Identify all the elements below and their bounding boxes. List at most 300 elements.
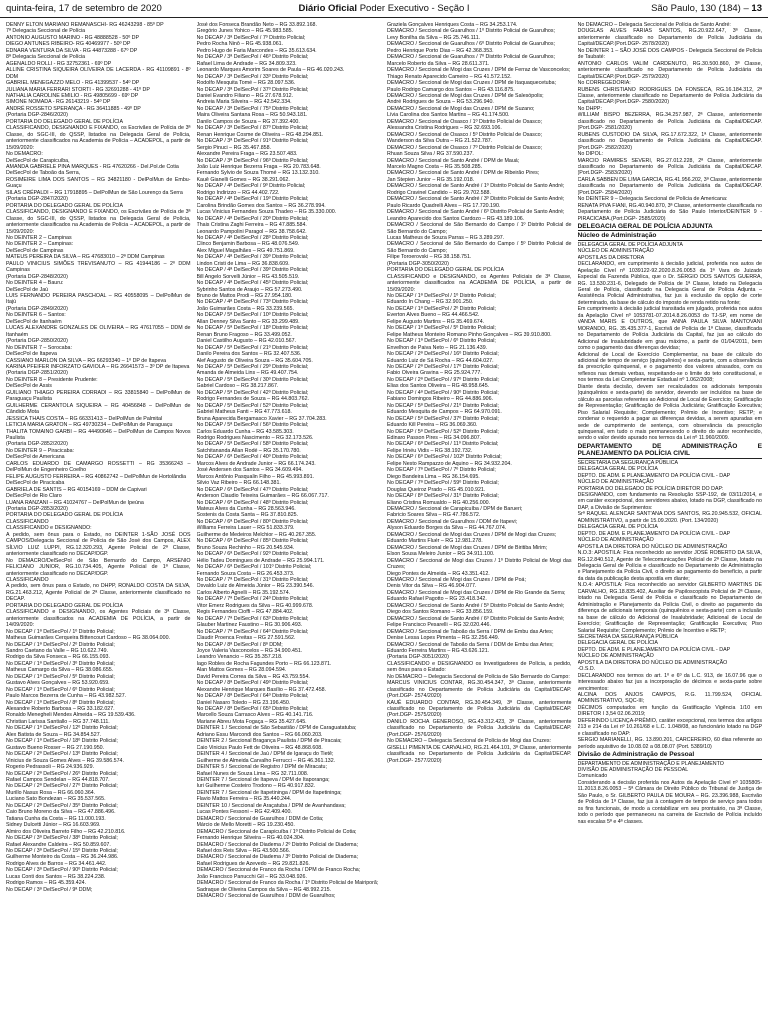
paragraph: (Portaria DGP-2852/2020) [6, 441, 68, 448]
issue-info: São Paulo, 130 (184) – [651, 3, 752, 14]
paragraph: Fernando Sylvio de Souza Thomé – RG 13.132.310. [196, 170, 320, 177]
paragraph: Rafael dos Reis Silva – RG 43.500.566. [196, 848, 291, 854]
paragraph: No DECAP / 1ª DelSecPol / 6º Distrito Policial; [387, 338, 496, 345]
paragraph: DEINTER 4 / Seccional de Jaú / DPM de Igaraçu do Tietê; [196, 751, 334, 758]
paragraph: No DECAP / 4ª DelSecPol / 45º Distrito Policial; [196, 280, 309, 287]
paragraph: No DECAP / 7ª DelSecPol / 59º Distrito Policial; [387, 480, 499, 487]
paragraph: CARLA SABBEN DE LIMA GARCIA, RG.41.956.202, 3ª Classe, anteriormente classificada no Departamento de Polícia Judiciária da Capital/DECAP.(Port.DGP- 2584/2020) [577, 176, 762, 196]
paragraph: DelSecPol de Taboão da Serra, [6, 170, 81, 177]
paragraph: Fernando Souza Costa – RG 26.453.373. [196, 570, 295, 577]
paragraph: Guilherme Monteiro da Costa – RG 36.244.986. [6, 854, 119, 861]
paragraph: RUBENS CHRISTIANO RODRIGUES DA FONSECA, RG.16.184.312, 2ª Classe, anteriormente classificado no Departamento de Polícia Judiciária da Capital/DECAP.(Port.DGP- 2580/2020) [577, 86, 762, 106]
paragraph: NÚCLEO DE ADMINISTRAÇÃO [577, 653, 654, 660]
paragraph: No DEINTER 7 – Sorocaba: [6, 344, 72, 351]
paragraph: Alef Augusto de Oliveira Souza – RG 35.604.705. [196, 357, 313, 364]
paragraph: Rodrigo Rodrigues Nascimento – RG 32.173.526. [196, 435, 314, 441]
paragraph: Christian Larissa Santiallo – RG 37.748.111. [6, 718, 110, 725]
paragraph: Anderson Claudio Teixeira Guimarães – RG 66.067.717. [196, 493, 329, 500]
paragraph: PORTARIA DO DELEGADO DE POLÍCIA DIRETOR DO DAP: [577, 485, 724, 492]
paragraph: No DECAP / 2ª DelSecPol / 35º Distrito Policial; [6, 802, 118, 809]
paragraph: No DECAP / 5ª DelSecPol / 21º Distrito Policial; [196, 344, 309, 351]
paragraph: No DIPOL: [577, 151, 604, 158]
paragraph: No DEINTER 2 – Campinas [6, 234, 72, 241]
paragraph: No DECAP / 4ª DelSecPol / 73º Distrito Policial; [196, 299, 309, 306]
paragraph: 7ª Delegacia Seccional de Polícia [6, 28, 86, 35]
paragraph: (Portaria DGP-2848/2020) [6, 273, 68, 280]
paragraph: No DECAP / 8ª DelSecPol / 31º Distrito Policial; [387, 493, 499, 500]
paragraph: SERGIO MARIANELLI, RG. 13.890.201, CARCEREIRO, 60 dias referente ao período aquisitivo de 10.08.02 a 08.08.07 (Port. 5389/10) [577, 737, 762, 750]
paragraph: CLASSIFICANDO [6, 518, 49, 525]
paragraph: José Andersen dos Santos – RG 34.609.494. [196, 467, 303, 474]
paragraph: Alyson Eduardo Borges da Silva – RG 44.767.074. [387, 525, 507, 532]
paragraph: No DEMACRO/DelSecPol de São Bernardo do Campo, ARSENIO FELICIANO JUNIOR, RG.10.734.405, Agente Policial de 1ª Classe, anteriormente classificado no DECAP/DGP. [6, 557, 191, 577]
paragraph: Marcos Alves de Andrade Junior – RG 66.174.243. [196, 460, 316, 467]
paragraph: DEFERINDO LICENÇA-PRÊMIO, caráter excepcional, nos termos dos artigos 213 e 214 da Lei nº 10.261/68 e L.C. 1.048/08, ao funcionário lotado na DGP e classificado no DAP: [577, 717, 762, 737]
paragraph: Caio Bruno Moreno da Silva – RG 47.886.496. [6, 809, 116, 816]
paragraph: Rafael Campos Sendelan – RG 44.818.707. [6, 777, 110, 784]
paragraph: (Portaria DGP-2853/2020) [6, 505, 68, 512]
paragraph: Daniel Nasaro Toledo – RG 23.196.450. [196, 699, 291, 706]
paragraph: Leandro Aparecido dos Santos Cardozo – RG 43.189.106. [387, 215, 525, 222]
paragraph: Filipe Toroerovski – RG 38.158.751. [387, 254, 472, 261]
paragraph: No DECAP / 6ª DelSecPol / 47º Distrito Policial; [196, 486, 309, 493]
paragraph: Gregório Junes Yohico – RG 45.983.585. [196, 28, 294, 35]
paragraph: GISELLI PIMENTA DE CARVALHO, RG.21.464.101, 3ª Classe, anteriormente classificada no Departamento de Polícia Judiciária da Capital/DECAP.(Port.DGP- 2577/2020) [387, 744, 572, 764]
paragraph: CLASSIFICANDO e DESIGNANDO, os Agentes Policiais de 3ª Classe, anteriormente classificados na ACADEMIA DE POLÍCIA, a partir de 15/09/2020: [387, 273, 572, 293]
paragraph: DEMACRO / Seccional de Mogi das Cruzes / DPM de Ferraz de Vasconcelos; [387, 67, 571, 74]
paragraph: Rafael Alexandre Caldeira – RG 50.859.607. [6, 841, 111, 848]
paragraph: DEPTO. DE ADM. E PLANEJAMENTO DA POLÍCIA CIVIL - DAP [577, 646, 731, 653]
paragraph: CLASSIFICANDO e DESIGNANDO: [6, 525, 92, 532]
paragraph: DECLARANDO nos termos do art. 1º e 6º da L.C. 913, de 16.07.96 que o interessado abaixo faz jus a incorporação de décimos e sexta-parte sobre vencimentos: [577, 672, 762, 692]
paragraph: No DEINTER 2 – Campinas: [6, 241, 74, 248]
paragraph: Sidney Dulcetti Júnior – RG 16.603.969. [6, 822, 101, 829]
paragraph: DEMACRO / Seccional de Santo André / 1º Distrito Policial de Santo André; [387, 183, 565, 190]
paragraph: DEMACRO / Seccional de Guarulhos / 7º Distrito Policial de Guarulhos; [387, 54, 555, 61]
paragraph: No DHPP: [577, 105, 602, 112]
publication-name: Diário Oficial [298, 3, 358, 14]
paragraph: Vitor Emerz Rodrigues da Silva – RG 40.999.678. [196, 602, 314, 609]
paragraph: (Portaria DGP-2847/2020) [6, 196, 68, 203]
paragraph: No DECAP / 4ª DelSecPol / 19º Distrito Policial; [196, 196, 309, 203]
paragraph: DEMACRO / Seccional de Taboão da Serra / DPM de Embu das Artes; [387, 628, 554, 635]
paragraph: Osvaldo Luiz de Almeida Júnior – RG 23.390.546. [196, 583, 314, 590]
paragraph: DelSecPol de Itapeva [6, 351, 57, 358]
paragraph: No DECAP / 4ª DelSecPol / 90º Distrito Policial; [387, 389, 499, 396]
paragraph: Rodrigo Cravinel Candido – RG 29.702.588. [387, 189, 491, 196]
paragraph: DEMACRO / Seccional de Mogi das Cruzes / DPM de Rio Grande da Serra; [387, 589, 566, 596]
paragraph: (Portaria DGP-2846/2020) [6, 112, 68, 119]
paragraph: No DECAP / 1ª DelSecPol / 8º Distrito Policial; [6, 699, 115, 706]
paragraph: Diante desta decisão, devem ser recalculados os adicionais temporais (quinquênios e sexta-parte) do servidor, devendo ser incluídos na base de cálculo as parcelas referentes ao Adicional de Local de Exercício; Gratificação de Representação; Gratificação de Polícia Judiciária; Gratificação Executiva; Piso Salarial Requisite; Complemento; Prêmio de Incentivo; RETP; e condenar o requerido a pagar as diferenças devidas, a serem apuradas em sede de cumprimento de sentença, com observância da prescrição quinquenal, em tudo o mais permanecendo o direito do autor reconhecido, sendo o valor devido apurado nos termos da Lei nº 11.960/2009. [577, 383, 762, 442]
paragraph: RENATA PIVA FIANI, RG.40.940.870, 3ª Classe, anteriormente classificada no Departamento de Polícia Judiciária do São Paulo Interior/DEINTER 9 - PIRACICABA.(Port.DGP- 2585/2020) [577, 202, 762, 222]
paragraph: JESSICA THAIS COSTA – RG 66331413 – DelPolMun de Palmital [6, 415, 163, 422]
paragraph: ROSIMEIRE LIMA DOS SANTOS – RG 34821180 - DelPolMun de Embu-Guaçu [6, 176, 191, 190]
paragraph: GUILIANO THIAGO PEREIRA CORRADI – RG 33815840 – DelPolMun de Paraguaçu Paulista [6, 389, 191, 403]
paragraph: Srª RAQUEL ALENCAR SANT'ANA DOS SANTOS, RG.20.945.532, OFICIAL ADMINISTRATIVO, a partir de 15.09.2020. (Port. 134/2020) [577, 511, 762, 524]
paragraph: No DEINTER 9 – Delegacia Seccional de Polícia de Americana: [577, 196, 728, 203]
paragraph: Denis Vitor da Silva – RG 46.904.077. [387, 583, 477, 590]
paragraph: Caio Vinicius Paulo Fett de Oliveira – RG 48.868.608. [196, 744, 323, 751]
paragraph: Williams Ferreira Lauer – RG 51.833.379. [196, 525, 295, 532]
paragraph: No DECAP / 4ª DelSecPol / 20º Distrito Policial; [196, 215, 309, 222]
paragraph: João Guimarães Costa – RG 33.239.565. [196, 305, 294, 312]
paragraph: No DECAP / 3ª DelSecPol / 87º Distrito Policial; [196, 125, 309, 132]
paragraph: APOSTILAS DA DIRETORA [577, 254, 645, 261]
paragraph: DEMACRO / Seccional de Santo André / 6º Distrito Policial de Santo André; [387, 209, 565, 216]
paragraph: LETICIA MARIA GRATON – RG 49730234 – DelPolMun de Paraguaçu [6, 422, 173, 429]
paragraph: Eduardo Kill Pereira – RG 36.069.360. [387, 422, 478, 429]
paragraph: RUBENS CUSTODIO DA SILVA, RG.17.672.322, 1ª Classe, anteriormente classificado no Departamento de Polícia Judiciária da Capital/DECAP.(Port.DGP- 2582/2020) [577, 131, 762, 151]
paragraph: No DECAP / 1ª DelSecPol / 1º Distrito Policial; [6, 628, 115, 635]
paragraph: Mariane Abreu Mota Fogaça – RG 35.427.645. [196, 718, 307, 725]
paragraph: Marcelo Magno Costa – RG 35.508.285. [387, 163, 483, 170]
paragraph: Thiago Renato Aparecido Cameiro – RG 41.572.152. [387, 73, 512, 80]
paragraph: DelSecPol de Itanhaém [6, 318, 62, 325]
paragraph: DIEGO ANTUNES RIBEIRO- RG 40469977 - 50º DP [6, 41, 131, 48]
paragraph: Mateus Alves da Cunha – RG 28.563.946. [196, 505, 296, 512]
paragraph: (Portaria DGP-2849/2020) [6, 305, 68, 312]
paragraph: André Rodrigues de Souza – RG 53.296.940. [387, 99, 494, 106]
paragraph: DOUGLAS ALVES FARIAS SANTOS, RG.20.922.647, 3ª Classe, anteriormente classificado no Departamento de Polícia Judiciária da Capital/DECAP.(Port.DGP- 2578/2020) [577, 28, 762, 48]
paragraph: No DECAP / 5ª DelSecPol / 56º Distrito Policial; [196, 422, 309, 429]
paragraph: João Francisco Panucchi Gil – RG 33.048.926. [196, 873, 307, 880]
page-columns [6, 22, 762, 1020]
paragraph: NÚCLEO DE ADMINISTRAÇÃO [577, 537, 654, 544]
paragraph: Lucas Pontes Fessoni – RG 42.409.400. [196, 809, 292, 816]
paragraph: GABRIELA DE SANTIS – RG 40154169 – DDM de Capivari [6, 486, 147, 493]
paragraph: No DECAP / 3ª DelSecPol / 90º Distrito Policial; [6, 867, 118, 874]
paragraph: Eduardo Luiz de Sá Rocha – RG 44.604.027. [387, 357, 494, 364]
paragraph: Eduardo Mesquita de Campos – RG 64.970.091. [387, 409, 502, 416]
paragraph: No DECAP / 7ª DelSecPol / 64º Distrito Policial; [196, 628, 309, 635]
column-4 [578, 22, 763, 1020]
paragraph: ANTONIO AUGUSTO MARINO - RG 48888528 - 50º DP [6, 34, 140, 41]
column-2 [197, 22, 382, 1020]
paragraph: Alex Miguel Magalhães – RG 49.751.869. [196, 247, 295, 254]
paragraph: Edinaro Passon Pires – RG 34.096.807. [387, 435, 482, 441]
paragraph: Envelhon de Paiva Neto – RG 21.136.439. [387, 344, 488, 351]
paragraph: DEMACRO / Seccional de Santo André / 3º Distrito Policial de Santo André; [387, 196, 565, 203]
paragraph: DEPARTAMENTO DE ADMINISTRAÇÃO E PLANEJAMENTO [577, 760, 724, 767]
paragraph: DEMACRO / Seccional de Franco da Rocha / 1º Distrito Policial de Mairiporã; [196, 880, 379, 887]
paragraph: Pedro Rocha Ninô – RG 45.938.061. [196, 41, 284, 48]
publication-branch: Poder Executivo - Seção I [357, 3, 470, 14]
paragraph: No DECAP / 8ª DelSecPol / 8ª DDM; [196, 641, 283, 648]
paragraph: THALITA TOMAINO GARBI – RG 44490646 – DelPolMun de Campos Novos Paulista [6, 428, 191, 441]
paragraph: Pedro Henrique Porto Dias – RG 42.368.353. [387, 47, 494, 54]
paragraph: CLASSIFICANDO [6, 576, 49, 583]
paragraph: Glauber Martinez Faustino – RG 30.906.493. [196, 622, 303, 629]
paragraph: No DECAP / 1ª DelSecPol / 1º Distrito Policial; [387, 293, 496, 300]
paragraph: Renan Bruno Fragoso – RG 33.499.052. [196, 331, 292, 338]
paragraph: No DECAP / 3ª DelSecPol / 46º Distrito Policial; [196, 54, 309, 61]
paragraph: SIMONE NOMADA - RG 26143219 - 54º DP [6, 99, 111, 106]
paragraph: No DECAP / 3ª DelSecPol / 96º Distrito Policial; [196, 157, 309, 164]
paragraph: No DECAP / 7ª DelSecPol / 31º Distrito Policial; [196, 576, 309, 583]
paragraph: No DECAP / 1ª DelSecPol / 5º Distrito Policial; [6, 673, 115, 680]
paragraph: DEINTER 2 / Seccional Bragança Paulista / DPM de Piracaia; [196, 738, 342, 745]
paragraph: Leonardo Pampolini Paragol – RG 38.758.642. [196, 228, 307, 235]
paragraph: Alexandre Henrique Marques Basílio – RG 37.472.458. [196, 686, 327, 693]
paragraph: Graziela Gonçalves Henriques Costa – RG 34.253.174. [387, 22, 518, 28]
paragraph: Paulo Rodrigo Camargo dos Santos – RG 43.116.875. [387, 86, 515, 93]
paragraph: No DECAP / 7ª DelSecPol / 24º Distrito Policial; [196, 596, 309, 603]
paragraph: Amanda de Almeida Lins – RG 49.407.754. [196, 370, 299, 377]
paragraph: DEPTO. DE ADM. E PLANEJAMENTO DA POLÍCIA CIVIL - DAP [577, 472, 731, 479]
paragraph: No DECAP / 6ª DelSecPol / 40º Distrito Policial; [196, 454, 309, 461]
paragraph: Allan Denney Silva Santo – RG 33.299.489. [196, 318, 300, 325]
paragraph: LUCAS ALEXANDRE GONZALES DE OLIVEIRA – RG 47617055 – DDM de Itanhaém [6, 325, 191, 338]
paragraph: Elson Sousa Meleiro Junior – RG 34.911.100. [387, 551, 495, 558]
paragraph: No DECAP / 1ª DelSecPol / 12º Distrito Policial; [6, 725, 118, 732]
paragraph: PORTARIA DO DELEGADO GERAL DE POLÍCIA [6, 202, 124, 209]
paragraph: Regis Fernandes Cioffi – RG 47.884.402. [196, 609, 294, 616]
paragraph: DEMACRO / Seccional de Mogi das Cruzes / 1º Distrito Policial de Mogi das Cruzes; [387, 557, 572, 571]
paragraph: No DEINTER 8 – Presidente Prudente: [6, 376, 98, 383]
paragraph: Eduardo Rafael Pagotto – RG 23.418.342. [387, 596, 487, 603]
paragraph: DEMACRO / Seccional de Mogi das Cruzes / DPM de Poá; [387, 576, 526, 583]
header-issue [510, 3, 762, 14]
paragraph: Fernando Henrique Silveira – RG 40.024.304. [196, 835, 305, 842]
paragraph: No DEINTER 6 – Santos: [6, 312, 66, 319]
column-3 [387, 22, 572, 1020]
paragraph: WILLIAM BISPO BEZERRA, RG.34.257.987, 2ª Classe, anteriormente classificado no Departamento de Polícia Judiciária da Capital/DECAP.(Port.DGP- 2581/2020) [577, 112, 762, 132]
paragraph: ALCINA DOS ANJOS CAMPOS, R.G. 11.799.524, OFICIAL ADMINISTRATIVO, SQC-III; [577, 692, 762, 705]
paragraph: CLASSIFICANDO e DESIGNANDO, os Agentes Policiais de 3ª Classe, anteriormente classificados na ACADEMIA DE POLÍCIA, a partir de 14/09/2020: [6, 609, 191, 629]
paragraph: No DEMACRO – Delegacia Seccional de Polícia de Mogi das Cruzes: [387, 738, 551, 745]
paragraph: CLASSIFICANDO, DESIGNANDO E FIXANDO, os Escrivães de Polícia de 3ª Classe, do SGC-III, do QSSP, listados na Delegacia Geral de Polícia, anteriormente classificados na Academia de Polícia – ACADEPOL, a partir de 15/09/2020: [6, 125, 191, 151]
paragraph: 8ª Delegacia Seccional de Polícia [6, 54, 86, 61]
paragraph: No DECAP / 6ª DelSecPol / 11º Distrito Policial; [387, 441, 499, 448]
paragraph: No DECAP / 6ª DelSecPol / 48º Distrito Policial; [196, 499, 309, 506]
paragraph: Clinco Benjamin Barbosa – RG 48.076.549. [196, 241, 300, 248]
paragraph: No DECAP / 4ª DelSecPol / 28º Distrito Policial; [196, 234, 309, 241]
paragraph: Matheus Guimarães Cerqueira Bittencourt Cardoso – RG 38.064.000. [6, 635, 170, 642]
paragraph: No DECAP / 5ª DelSecPol / 10º Distrito Policial; [196, 312, 309, 319]
paragraph: No DECAP / 6ª DelSecPol / 80º Distrito Policial; [196, 518, 309, 525]
section-heading: DELEGACIA GERAL DE POLÍCIA ADJUNTA [578, 223, 763, 231]
paragraph: No DECAP / 3ª DelSecPol / 37º Distrito Policial; [196, 86, 309, 93]
paragraph: Lucas Matheus de Souza Parras – RG 3.289.297. [387, 234, 505, 241]
paragraph: Sostenis da Costa Santa – RG 37.810.825. [196, 512, 299, 519]
paragraph: No DECAP / 6ª DelSecPol / 92º Distrito Policial; [196, 551, 309, 558]
paragraph: João Luiz Henrique Bezerra Fraga – RG 20.783.648. [196, 163, 321, 170]
header-date: quinta-feira, 17 de setembro de 2020 [6, 3, 162, 14]
paragraph: No DECAP / 5ª DelSecPol / 52º Distrito Policial; [196, 402, 309, 409]
paragraph: DEMACRO / Seccional de Diadema / 2º Distrito Policial de Diadema; [196, 841, 358, 848]
paragraph: Tatiana Cunha da Costa – RG 11.000.193. [6, 815, 106, 822]
paragraph: DEMACRO / Seccional de Carapicuíba / 1º Distrito Policial de Cotia; [196, 828, 357, 835]
paragraph: No DEINTER 4 – Bauru: [6, 280, 64, 287]
paragraph: Bruno Souza Rechinho – RG 20.545.934. [196, 544, 295, 551]
paragraph: No DECAP / 3ª DelSecPol / 15º Distrito Policial; [6, 848, 118, 854]
paragraph: Felipe Matheus Monteiro Romano Pinho Gonçalves – RG 39.910.800. [387, 331, 552, 338]
paragraph: DÉCIMOS computados em função da Gratificação Vigência 1/10 em DIRETOR I 3,54 02.06.2019; [577, 704, 762, 718]
paragraph: No DECAP / 1ª DelSecPol / 5º Distrito Policial; [387, 325, 496, 332]
paragraph: No DECAP / 7ª DelSecPol / 63º Distrito Policial; [196, 615, 309, 622]
paragraph: Sandro Caetano da Valle – RG 10.622.749. [6, 647, 109, 654]
paragraph: Diego Pontes de Almeida – RG 43.351.412. [387, 570, 490, 577]
paragraph: Diego Bandeira Lima – RG 36.154.695. [387, 473, 480, 480]
paragraph: Alex Batista de Souza – RG 34.854.527. [6, 731, 102, 738]
paragraph: Iago Robles de Rocha Fagundes Porto – RG 66.123.871. [196, 660, 332, 667]
paragraph: No DECAP / 5ª DelSecPol / 18º Distrito Policial; [196, 325, 309, 332]
paragraph: Danilo Pereira dos Santos – RG 32.407.536. [196, 351, 302, 358]
paragraph: DEMACRO / Seccional de Santo André / 6º Distrito Policial de Santo André; [387, 615, 565, 622]
paragraph: JULIANA MARIA FERRARI STORTI - RG 32691288 - 41º DP [6, 86, 150, 93]
paragraph: Rafael Lima de Andrade – RG 34.809.323. [196, 60, 297, 67]
paragraph: DEMACRO / Seccional de Santo André / DPM de Ribeirão Pires; [387, 170, 540, 177]
paragraph: No DECAP / 6ª DelSecPol / 102º Distrito Policial; [387, 454, 502, 461]
paragraph: DEMACRO / Seccional de Diadema / 3º Distrito Policial de Diadema; [196, 854, 358, 861]
paragraph: Sadraque de Oliveira Campos da Silva – RG 48.992.215. [196, 886, 332, 893]
paragraph: Claudir Proenca Freitas – RG 27.591.562. [196, 635, 296, 642]
paragraph: Gustavo Bueno Rosser – RG 27.190.950. [6, 744, 105, 751]
paragraph: Iuri Guilherme Costeiro Trodono – RG 40.917.832. [196, 783, 316, 790]
paragraph: CARLOS EDUARDO DE CAMARGO ROSSETTI – RG 35366243 – DelPolMun de Engenheiro Coelho [6, 460, 191, 474]
paragraph: Almiro dos Oliveira Barreto Filho – RG 42.210.816. [6, 828, 126, 835]
paragraph: Paulo Marcos Bezerra de Cunha – RG 43.982.527. [6, 693, 127, 700]
paragraph: Andreia Maria Silveira – RG 42.542.334. [196, 99, 292, 106]
paragraph: EDNARA VENTURA DA SILVA - RG 44873288 - 67º DP [6, 47, 138, 54]
paragraph: Kauê Gianelli Gomes – RG 38.291.062. [196, 176, 290, 183]
paragraph: Guilherme de Medeiros Melchior – RG 40.267.355. [196, 531, 317, 538]
paragraph: Rodrigo Fernandes de Souza – RG 44.803.762. [196, 396, 309, 403]
paragraph: Adriano Essu Marcondi dos Santos – RG 66.060.203. [196, 731, 323, 738]
paragraph: Pedro Hugo de Faria Marcondes – RG 35.613.634. [196, 47, 317, 54]
paragraph: Carlos Alberto Agnelli – RG 35.192.574. [196, 589, 291, 596]
paragraph: Lucas Vinicius Fernandes Souza Thadeo – RG 35.330.000. [196, 209, 337, 216]
paragraph: Marcelo Roberto da Silva – RG 28.611.371. [387, 60, 490, 67]
paragraph: DEMACRO / Seccional de Osasco / 1º Distrito Policial de Osasco; [387, 118, 543, 125]
paragraph: No DECAP / 8ª DelSecPol / 64º Distrito Policial; [196, 693, 309, 700]
paragraph: ALLINE CRISTINA SIQUEIRA OLIVEIRA DE LACERDA - RG 41109891 - 8º DDM [6, 67, 191, 80]
paragraph: Daniel Castilho Augusto – RG 42.010.567. [196, 338, 297, 345]
paragraph: Fabio Olveira Gravina – RG 25.924.777. [387, 370, 482, 377]
paragraph: No DECAP / 2ª DelSecPol / 16º Distrito Policial; [387, 351, 499, 358]
paragraph: Marcos Antônio Pasqualin Filho – RG 45.993.891. [196, 473, 314, 480]
paragraph: Luciano Sato Bondezan – RG 35.537.565. [6, 796, 106, 803]
paragraph: No DECAP / 7ª DelSecPol / 7º Distrito Policial; [387, 467, 496, 474]
paragraph: DelSecPol de Assis [6, 383, 52, 390]
paragraph: MATEUS PEREIRA DA SILVA – RG 47683010 – 2ª DDM Campinas [6, 254, 165, 261]
paragraph: No DECAP / 4ª DelSecPol / 39º Distrito Policial; [196, 254, 309, 261]
paragraph: Sybrinho Santos de Araujo – RG 57.273.490. [196, 286, 303, 293]
paragraph: DEINTER 10 / Seccional de Araçatuba / DPM de Avanhandava; [196, 802, 346, 809]
paragraph: DEMACRO / Seccional de Mogi das Cruzes / DPM de Biritiba Mirim; [387, 544, 548, 551]
paragraph: No DECAP / 4ª DelSecPol / 39º Distrito Policial; [196, 267, 309, 274]
paragraph: Rafael Rodrigues de Azevedo – RG 29.821.826. [196, 860, 310, 867]
paragraph: Satchitananda Allan Rodé – RG 35.170.780. [196, 447, 301, 454]
paragraph: Rodrigo Ramos – RG 45.359.424. [6, 880, 87, 887]
paragraph: Bruna Aparecida Bergamasco Xavier – RG 37.704.283. [196, 415, 327, 422]
paragraph: DEMACRO / Seccional de Mogi das Cruzes / DPM de Salesópolis; [387, 92, 544, 99]
paragraph: GABRIEL MENEGAZZO MELO - RG 41399537 - 54º DP [6, 80, 140, 87]
paragraph: A pedido, sem ônus para o Estado, no DHPP, RONALDO COSTA DA SILVA, RG.21.463.212, Agente Policial de 2ª Classe, anteriormente classificado no DECAP. [6, 583, 191, 603]
paragraph: No DECAP / 3ª DelSecPol / 7º Distrito Policial; [196, 34, 306, 41]
paragraph: DEMACRO / Seccional de Osasco / 7º Distrito Policial de Osasco; [387, 144, 543, 151]
paragraph: PAULO VINICIUS SIMÕES TREVISANUTO – RG 41944186 – 2º DDM Campinas [6, 260, 191, 274]
column-1 [6, 22, 191, 1020]
paragraph: No DECAP / 5ª DelSecPol / 52º Distrito Policial; [387, 428, 499, 435]
paragraph: No DECAP / 2ª DelSecPol / 26º Distrito Policial; [6, 770, 118, 777]
paragraph: No DECAP / 2ª DelSecPol / 27º Distrito Policial; [6, 783, 118, 790]
paragraph: No DECAP / 8ª DelSecPol / 65º Distrito Policial; [196, 706, 309, 713]
paragraph: Eduardo Ferreira Martins – RG 43.626.121. [387, 647, 490, 654]
paragraph: Jan Stepien Junior – RG 35.192.018. [387, 176, 475, 183]
paragraph: Guilherme de Almeida Carvalho Ferrucci – RG 46.361.132. [196, 757, 336, 764]
paragraph: Danilo Campos de Souza – RG 37.392.400. [196, 118, 300, 125]
paragraph: Fabricio Soares Silva – RG 47.786.572. [387, 512, 481, 519]
paragraph: Lucas Conti dos Santos – RG 38.224.238. [6, 873, 106, 880]
paragraph: DIVISÃO DE ADMINISTRAÇÃO DE PESSOAL [577, 766, 689, 773]
paragraph: No DECAP / 2ª DelSecPol / 13º Distrito Policial; [6, 751, 118, 758]
paragraph: SECRETARIA DA SEGURANÇA PÚBLICA [577, 633, 679, 640]
paragraph: SILAS CRÉPALDI – RG 17918895 – DelPolMun de São Lourenço da Serra [6, 189, 183, 196]
paragraph: No DECAP / 3ª DelSecPol / 38º Distrito Policial; [6, 835, 118, 842]
paragraph: No DECAP / 3ª DelSecPol / 9ª DDM; [6, 886, 93, 893]
paragraph: No DECAP / 2ª DelSecPol / 97º Distrito Policial; [387, 376, 499, 383]
paragraph: Flavio Mattos Ferreira – RG 35.440.244. [196, 796, 292, 803]
paragraph: Matheus Camargo da Silva – RG 38.086.655. [6, 667, 114, 674]
section-heading: DEPARTAMENTO DE ADMINISTRAÇÃO E PLANEJAMENTO DA POLÍCIA CIVIL [577, 442, 762, 458]
paragraph: Silvio Vaz Ribeiro – RG 66.148.381. [196, 480, 281, 487]
paragraph: NÚCLEO DE ADMINISTRAÇÃO [577, 479, 654, 486]
paragraph: FELIPE AUGUSTO FERREIRA – RG 40862742 – DelPolMun de Hortolândia [6, 473, 187, 480]
paragraph: Vinicius de Souza Gomes Alves – RG 39.586.574. [6, 757, 124, 764]
paragraph: PORTARIA DO DELEGADO GERAL DE POLÍCIA [387, 267, 505, 274]
paragraph: No DECAP / 6ª DelSecPol / 85º Distrito Policial; [196, 538, 309, 545]
paragraph: DEMACRO / Seccional de Franco da Rocha / DPM de Franco Rocha; [196, 867, 361, 874]
paragraph: AGENALDO ROLLI - RG 32752361 - 69º DP [6, 60, 112, 67]
paragraph: DEMACRO / Seccional de Guarulhos / DDM de Itapevi; [387, 518, 518, 525]
paragraph: Gabriel Cardoso – RG 38.217.867. [196, 383, 279, 390]
paragraph: Fabiano Domingos Ribeiro – RG 44.886.906. [387, 396, 493, 403]
paragraph: DEMACRO / Seccional de Guarulhos / DDM de Cotia; [196, 815, 324, 822]
paragraph: DEMACRO / Seccional de Guarulhos / 6º Distrito Policial de Guarulhos; [387, 41, 555, 48]
paragraph: Douglas Queiroz Prado – RG 45.010.921. [387, 486, 486, 493]
paragraph: N.O.3: APOSTILA: Fica reconhecido ao servidor JOSÉ ROBERTO DA SILVA, RG.12.840.512, Agente de Telecomunicações Policial de 2ª Classe, lotado na Delegacia Geral de Polícia e classificado no Departamento de Administração e Planejamento da Polícia Civil, o direito ao pagamento do benefício, a partir da data da publicação desta apostila em diante; [577, 550, 762, 582]
paragraph: No DECAP / 3ª DelSecPol / 91º Distrito Policial; [196, 138, 309, 145]
paragraph: DELEGACIA GERAL DE POLÍCIA ADJUNTA [577, 241, 683, 248]
paragraph: Wanderson da Silva Outra – RG 21.522.787. [387, 138, 493, 145]
paragraph: (Portaria DGP-3051/2020) [387, 654, 449, 661]
paragraph: Felipe Francisco Pesarelli – RG 32.020.446. [387, 622, 491, 629]
paragraph: David Pereira Correa da Silva – RG 43.759.554. [196, 673, 310, 680]
paragraph: Rodolfo Mesquita Tomé – RG 28.097.536. [196, 80, 296, 87]
paragraph: Everton Alves Bueno – RG 44.466.542. [387, 312, 480, 319]
paragraph: Ronaldo Menegheli Mendes Almeida – RG 19.539.436. [6, 712, 136, 719]
paragraph: No DECAP / 5ª DelSecPol / 42º Distrito Policial; [196, 389, 309, 396]
paragraph: Hélio Tadeu Domingues de Andrade – RG 25.994.171. [196, 557, 325, 564]
paragraph: DESIGNANDO, com fundamento na Resolução SSP-192, de 03/11/2014, e em caráter excepcional, dos servidores abaixo, lotado na DGP, classificado no DAP, a Divisão de Suprimentos: [577, 491, 762, 511]
paragraph: A pedido, sem ônus para o Estado, no DEINTER 1-SÃO JOSÉ DOS CAMPOS/Delegacia Seccional de Polícia de São José dos Campos, ALEX SÍLVIO LUIZ LUPPI, RG.12.320.293, Agente Policial de 2ª Classe, anteriormente classificado no DECAP/DGP. [6, 531, 191, 558]
paragraph: Alessandra Cristina Rodrigues – RG 32.693.106. [387, 125, 502, 132]
paragraph: No DECAP / 5ª DelSecPol / 58º Distrito Policial; [196, 441, 309, 448]
paragraph: Levy Bonilha da Silva – RG 25.746.111. [387, 34, 481, 41]
paragraph: No DECAP / 1ª DelSecPol / 18º Distrito Policial; [6, 738, 118, 745]
paragraph: Alexandre Pereira Fraga – RG 23.507.483. [196, 151, 298, 158]
paragraph: DelSecPol de Carapicuíba, [6, 157, 70, 164]
section-heading: Divisão de Administração de Pessoal [578, 751, 763, 759]
paragraph: No DECAP / 2ª DelSecPol / 17º Distrito Policial; [387, 364, 499, 371]
paragraph: DelSecPol de Americana [6, 454, 65, 461]
paragraph: Eduardo Martins Fluér – RG 12.981.278. [387, 538, 483, 545]
paragraph: No DECAP / 1ª DelSecPol / 3º Distrito Policial; [6, 660, 115, 667]
paragraph: Thais Cristina Zaghi Ferreira – RG 47.885.584. [196, 222, 307, 229]
paragraph: DEMACRO / Seccional de São Bernardo do Campo / 1º Distrito Policial de São Bernardo do Campo; [387, 222, 572, 235]
